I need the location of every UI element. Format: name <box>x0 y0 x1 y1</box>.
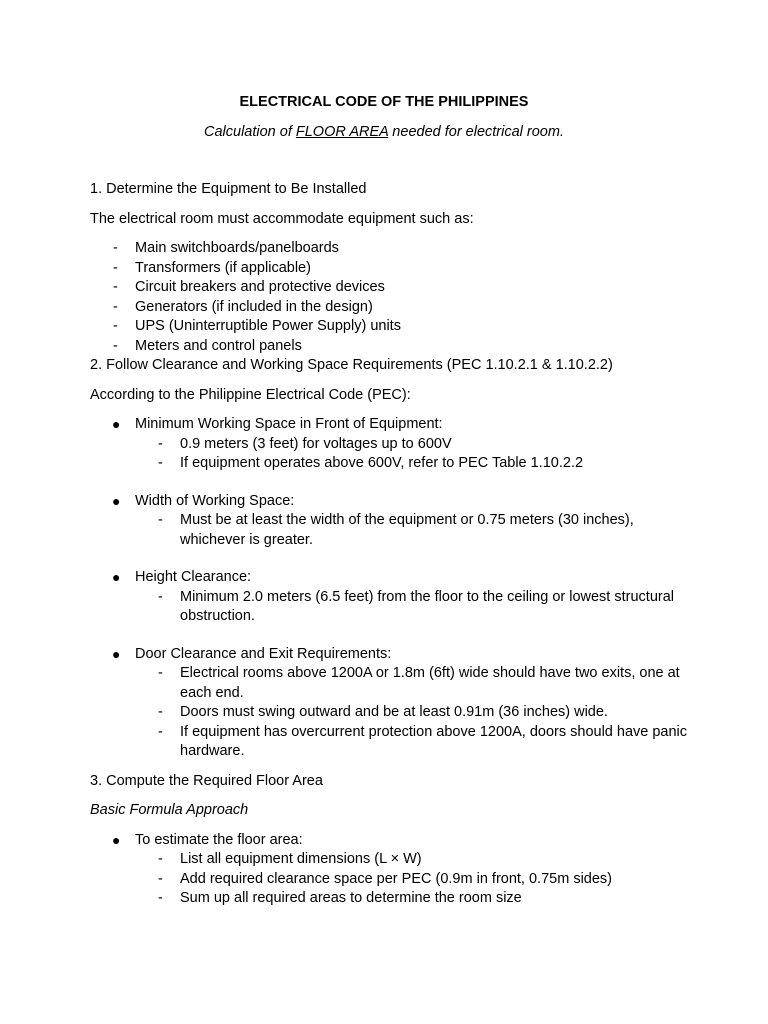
section2-heading: 2. Follow Clearance and Working Space Requirements (PEC 1.10.2.1 & 1.10.2.2) <box>90 357 613 373</box>
floor-area-list <box>90 831 690 909</box>
bullet-icon: ● <box>112 569 121 585</box>
requirement-label: Door Clearance and Exit Requirements: <box>135 645 392 662</box>
requirement-label: Height Clearance: <box>135 569 252 585</box>
section3-heading: 3. Compute the Required Floor Area <box>90 772 323 789</box>
equipment-list <box>90 239 690 356</box>
section2-intro: According to the Philippine Electrical Code (PEC): <box>90 386 411 403</box>
subtitle-emphasis: FLOOR AREA <box>295 124 389 140</box>
requirement-group-door <box>90 645 690 762</box>
subtitle-prefix: Calculation of <box>204 124 296 140</box>
list-item: - Add required clearance space per PEC (0.9m in front, 0.75m sides) <box>135 870 690 890</box>
list-item: - 0.9 meters (3 feet) for voltages up to 600V <box>135 435 690 455</box>
section3-subheading: Basic Formula Approach <box>90 802 249 818</box>
requirement-details <box>135 511 690 550</box>
list-item: - List all equipment dimensions (L × W) <box>135 850 690 870</box>
section1-heading: 1. Determine the Equipment to Be Installed <box>90 181 367 197</box>
list-item: - Generators (if included in the design) <box>90 298 690 318</box>
bullet-icon: ● <box>112 645 121 662</box>
list-item: - Meters and control panels <box>90 337 690 357</box>
bullet-icon: ● <box>112 831 121 848</box>
list-item: - Transformers (if applicable) <box>90 259 690 279</box>
requirement-label: Minimum Working Space in Front of Equipment: <box>135 416 443 432</box>
list-item: - If equipment operates above 600V, refer to PEC Table 1.10.2.2 <box>135 454 690 474</box>
section1-intro: The electrical room must accommodate equipment such as: <box>90 210 474 227</box>
list-item: - Circuit breakers and protective devices <box>90 278 690 298</box>
floor-area-group <box>90 831 690 909</box>
list-item: - UPS (Uninterruptible Power Supply) units <box>90 317 690 337</box>
list-item: - Main switchboards/panelboards <box>90 239 690 259</box>
list-item: - Sum up all required areas to determine the room size <box>135 889 690 909</box>
document-title: ELECTRICAL CODE OF THE PHILIPPINES <box>239 94 529 110</box>
bullet-icon: ● <box>112 416 121 432</box>
requirement-group-width <box>90 492 690 551</box>
floor-area-label: To estimate the floor area: <box>135 831 303 848</box>
requirement-label: Width of Working Space: <box>135 492 295 509</box>
floor-area-steps <box>135 850 690 909</box>
list-item: - Must be at least the width of the equipment or 0.75 meters (30 inches), whichever is greater. <box>135 511 690 550</box>
subtitle-suffix: needed for electrical room. <box>388 124 564 140</box>
requirement-details <box>135 664 690 762</box>
requirement-group-working-space <box>90 415 690 474</box>
document-body <box>90 180 690 909</box>
list-item: - Doors must swing outward and be at least 0.91m (36 inches) wide. <box>135 703 690 723</box>
bullet-icon: ● <box>112 492 121 509</box>
document-subtitle <box>0 122 768 142</box>
requirement-group-height <box>90 568 690 627</box>
requirement-details <box>135 588 690 627</box>
list-item: - Minimum 2.0 meters (6.5 feet) from the floor to the ceiling or lowest structural obstruction. <box>135 588 690 627</box>
list-item: - Electrical rooms above 1200A or 1.8m (6ft) wide should have two exits, one at each end. <box>135 664 690 703</box>
list-item: - If equipment has overcurrent protection above 1200A, doors should have panic hardware. <box>135 723 690 762</box>
requirements-list <box>90 415 690 762</box>
requirement-details <box>135 435 690 474</box>
